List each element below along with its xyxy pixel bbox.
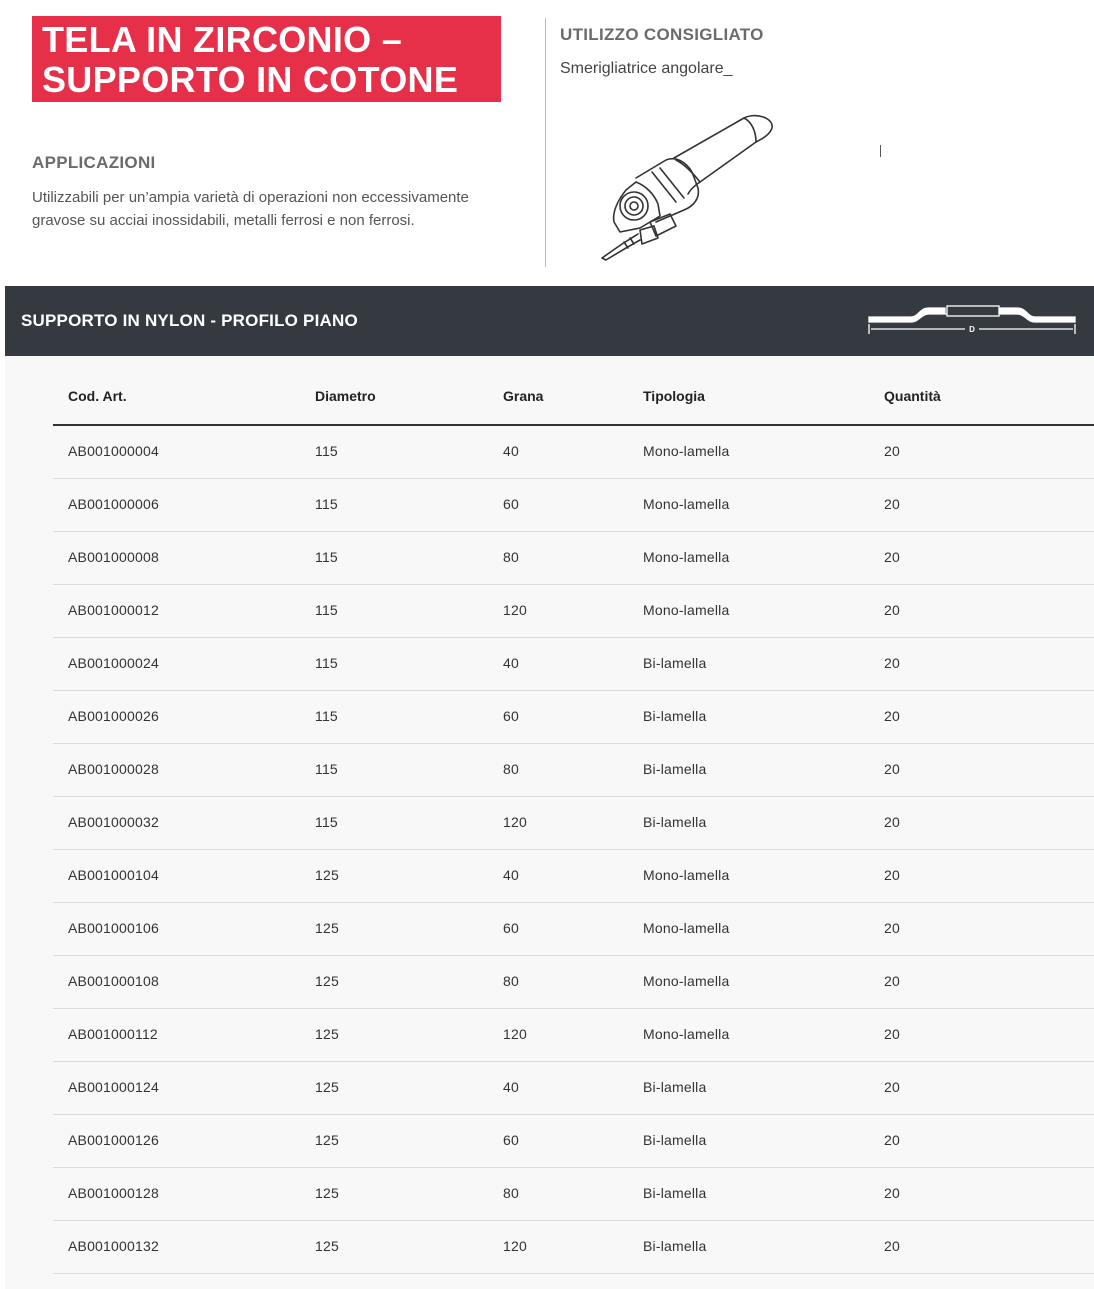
cell-quantity: 20 bbox=[884, 867, 900, 883]
cell-quantity: 20 bbox=[884, 602, 900, 618]
cell-type: Bi-lamella bbox=[643, 814, 707, 830]
cell-grit: 60 bbox=[503, 496, 519, 512]
product-table bbox=[5, 356, 1094, 1289]
cell-type: Mono-lamella bbox=[643, 443, 730, 459]
cell-diameter: 125 bbox=[315, 973, 339, 989]
applications-heading: APPLICAZIONI bbox=[32, 153, 156, 172]
diameter-label: D bbox=[969, 325, 975, 334]
cell-diameter: 125 bbox=[315, 1185, 339, 1201]
section-title: SUPPORTO IN NYLON - PROFILO PIANO bbox=[21, 311, 358, 330]
cell-code: AB001000024 bbox=[68, 655, 159, 671]
header-tipologia: Tipologia bbox=[643, 388, 705, 404]
cell-grit: 80 bbox=[503, 1185, 519, 1201]
product-title-line-1: TELA IN ZIRCONIO – bbox=[42, 19, 403, 60]
product-title-line-2: SUPPORTO IN COTONE bbox=[42, 59, 459, 100]
cell-quantity: 20 bbox=[884, 1185, 900, 1201]
cell-diameter: 115 bbox=[315, 761, 338, 777]
flat-disc-profile-icon bbox=[867, 304, 1079, 338]
table-row bbox=[53, 1062, 1094, 1115]
cell-quantity: 20 bbox=[884, 708, 900, 724]
cell-diameter: 115 bbox=[315, 496, 338, 512]
cell-type: Mono-lamella bbox=[643, 496, 730, 512]
table-header bbox=[53, 356, 1094, 426]
cell-quantity: 20 bbox=[884, 973, 900, 989]
cell-type: Mono-lamella bbox=[643, 973, 730, 989]
cell-diameter: 125 bbox=[315, 920, 339, 936]
cell-code: AB001000132 bbox=[68, 1238, 159, 1254]
table-row bbox=[53, 691, 1094, 744]
cell-diameter: 125 bbox=[315, 867, 339, 883]
cell-code: AB001000028 bbox=[68, 761, 159, 777]
vertical-divider bbox=[545, 18, 546, 267]
usage-heading: UTILIZZO CONSIGLIATO bbox=[560, 25, 764, 44]
header-grana: Grana bbox=[503, 388, 544, 404]
cell-quantity: 20 bbox=[884, 761, 900, 777]
cell-diameter: 115 bbox=[315, 814, 338, 830]
cell-grit: 40 bbox=[503, 655, 519, 671]
cell-quantity: 20 bbox=[884, 1132, 900, 1148]
cell-diameter: 125 bbox=[315, 1079, 339, 1095]
header-cod-art: Cod. Art. bbox=[68, 388, 127, 404]
cell-code: AB001000106 bbox=[68, 920, 159, 936]
table-row bbox=[53, 956, 1094, 1009]
cell-quantity: 20 bbox=[884, 1026, 900, 1042]
cell-type: Mono-lamella bbox=[643, 920, 730, 936]
cell-grit: 120 bbox=[503, 814, 527, 830]
cell-grit: 80 bbox=[503, 973, 519, 989]
section-header-band bbox=[5, 286, 1094, 356]
cell-diameter: 125 bbox=[315, 1026, 339, 1042]
cell-code: AB001000012 bbox=[68, 602, 159, 618]
header-quantita: Quantità bbox=[884, 388, 941, 404]
cell-grit: 120 bbox=[503, 1238, 527, 1254]
product-title bbox=[32, 16, 501, 102]
table-row bbox=[53, 903, 1094, 956]
angle-grinder-icon bbox=[596, 110, 780, 266]
table-row bbox=[53, 1009, 1094, 1062]
cell-grit: 80 bbox=[503, 549, 519, 565]
applications-description: Utilizzabili per un’ampia varietà di operazioni non eccessivamente gravose su acciai inossidabili, metalli ferrosi e non ferrosi. bbox=[32, 189, 469, 229]
cell-quantity: 20 bbox=[884, 920, 900, 936]
table-row bbox=[53, 479, 1094, 532]
cell-quantity: 20 bbox=[884, 496, 900, 512]
cell-type: Bi-lamella bbox=[643, 1238, 707, 1254]
cell-type: Bi-lamella bbox=[643, 1185, 707, 1201]
cell-code: AB001000128 bbox=[68, 1185, 159, 1201]
table-row bbox=[53, 585, 1094, 638]
table-row bbox=[53, 797, 1094, 850]
divider-mark bbox=[880, 145, 881, 157]
cell-type: Mono-lamella bbox=[643, 867, 730, 883]
table-row bbox=[53, 850, 1094, 903]
cell-diameter: 115 bbox=[315, 655, 338, 671]
cell-type: Mono-lamella bbox=[643, 602, 730, 618]
table-row bbox=[53, 638, 1094, 691]
cell-code: AB001000124 bbox=[68, 1079, 159, 1095]
cell-code: AB001000008 bbox=[68, 549, 159, 565]
cell-grit: 40 bbox=[503, 867, 519, 883]
cell-quantity: 20 bbox=[884, 1079, 900, 1095]
cell-grit: 40 bbox=[503, 1079, 519, 1095]
cell-type: Mono-lamella bbox=[643, 549, 730, 565]
cell-quantity: 20 bbox=[884, 655, 900, 671]
table-row bbox=[53, 532, 1094, 585]
cell-type: Bi-lamella bbox=[643, 655, 707, 671]
table-body bbox=[53, 426, 1094, 1274]
cell-grit: 60 bbox=[503, 708, 519, 724]
cell-diameter: 125 bbox=[315, 1132, 339, 1148]
table-row bbox=[53, 744, 1094, 797]
cell-quantity: 20 bbox=[884, 443, 900, 459]
cell-grit: 80 bbox=[503, 761, 519, 777]
cell-diameter: 115 bbox=[315, 549, 338, 565]
table-row bbox=[53, 426, 1094, 479]
cell-type: Mono-lamella bbox=[643, 1026, 730, 1042]
cell-grit: 60 bbox=[503, 1132, 519, 1148]
table-row bbox=[53, 1115, 1094, 1168]
cell-code: AB001000126 bbox=[68, 1132, 159, 1148]
cell-grit: 120 bbox=[503, 1026, 527, 1042]
cell-diameter: 115 bbox=[315, 443, 338, 459]
cell-quantity: 20 bbox=[884, 1238, 900, 1254]
cell-code: AB001000026 bbox=[68, 708, 159, 724]
cell-grit: 40 bbox=[503, 443, 519, 459]
cell-code: AB001000004 bbox=[68, 443, 159, 459]
cell-code: AB001000108 bbox=[68, 973, 159, 989]
header-diametro: Diametro bbox=[315, 388, 376, 404]
cell-type: Bi-lamella bbox=[643, 761, 707, 777]
cell-diameter: 115 bbox=[315, 602, 338, 618]
cell-grit: 60 bbox=[503, 920, 519, 936]
cell-quantity: 20 bbox=[884, 814, 900, 830]
cell-grit: 120 bbox=[503, 602, 527, 618]
cell-diameter: 115 bbox=[315, 708, 338, 724]
cell-code: AB001000112 bbox=[68, 1026, 158, 1042]
cell-diameter: 125 bbox=[315, 1238, 339, 1254]
usage-tool-name: Smerigliatrice angolare_ bbox=[560, 60, 733, 77]
table-row bbox=[53, 1221, 1094, 1274]
cell-quantity: 20 bbox=[884, 549, 900, 565]
cell-code: AB001000032 bbox=[68, 814, 159, 830]
cell-type: Bi-lamella bbox=[643, 708, 707, 724]
table-row bbox=[53, 1168, 1094, 1221]
cell-type: Bi-lamella bbox=[643, 1079, 707, 1095]
cell-type: Bi-lamella bbox=[643, 1132, 707, 1148]
cell-code: AB001000006 bbox=[68, 496, 159, 512]
cell-code: AB001000104 bbox=[68, 867, 159, 883]
